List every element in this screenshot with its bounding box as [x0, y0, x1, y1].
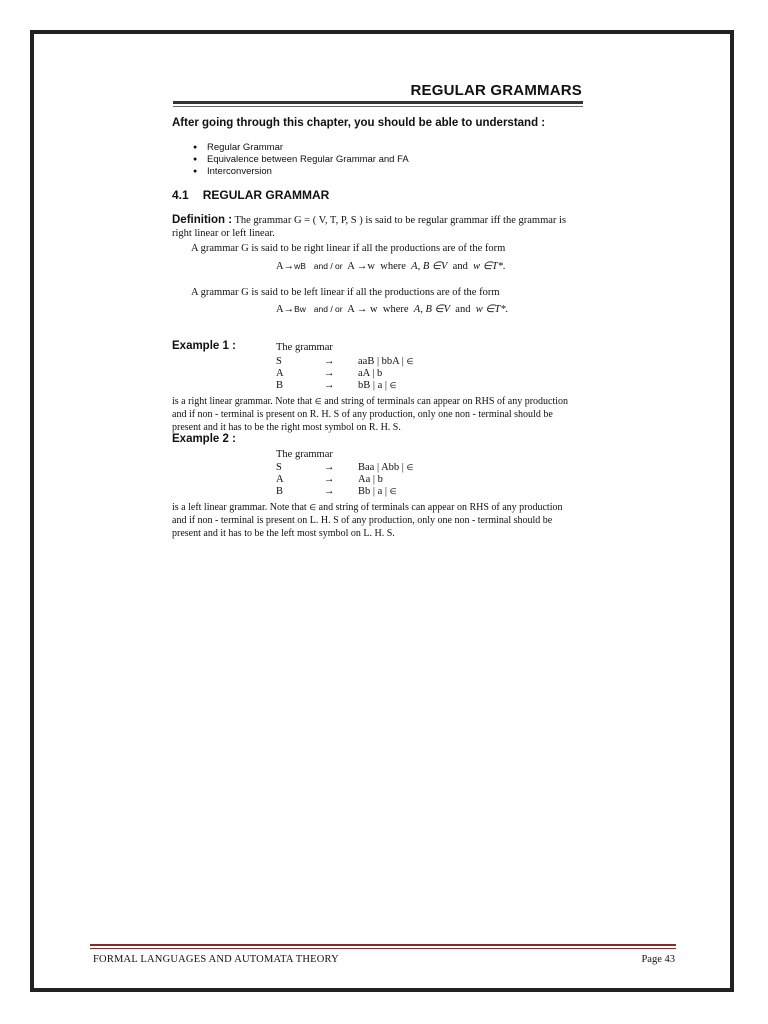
example2-grammar	[276, 462, 426, 498]
right-linear-formula: A→wB and / or A →w where A, B ∈V and w ∈T*.	[276, 261, 506, 272]
production-row: S → Baa | Abb | ∈	[276, 462, 414, 473]
title-rule-thin	[173, 106, 583, 107]
example1-heading: The grammar	[276, 342, 333, 353]
objectives-list	[193, 142, 409, 178]
left-linear-text: A grammar G is said to be left linear if all the productions are of the form	[191, 287, 500, 298]
right-linear-text: A grammar G is said to be right linear if all the productions are of the form	[191, 243, 506, 254]
example1-grammar	[276, 356, 426, 392]
example2-note-2: and if non - terminal is present on L. H. S of any production, only one non - terminal should be	[172, 515, 553, 526]
production-row: A → aA | b	[276, 368, 383, 379]
chapter-title: REGULAR GRAMMARS	[410, 82, 582, 99]
production-row: S → aaB | bbA | ∈	[276, 356, 414, 367]
footer-rule-thick	[90, 944, 676, 946]
footer-rule-thin	[90, 948, 676, 949]
page-number: Page 43	[641, 954, 675, 965]
example1-note-3: present and it has to be the right most symbol on R. H. S.	[172, 422, 401, 433]
left-linear-formula: A→Bw and / or A → w where A, B ∈V and w ∈T*.	[276, 304, 509, 315]
intro-text: After going through this chapter, you should be able to understand :	[172, 117, 546, 129]
example2-heading: The grammar	[276, 449, 333, 460]
section-number: 4.1	[172, 188, 189, 202]
definition-label: Definition :	[172, 214, 233, 226]
production-row: B → Bb | a | ∈	[276, 486, 397, 497]
production-row: A → Aa | b	[276, 474, 383, 485]
example1-note-1: is a right linear grammar. Note that ∈ and string of terminals can appear on RHS of any production	[172, 396, 569, 407]
list-item: ● Regular Grammar	[193, 142, 409, 154]
title-rule-thick	[173, 101, 583, 104]
definition-line-1: Definition : The grammar G = ( V, T, P, S ) is said to be regular grammar iff the grammar is	[172, 214, 567, 226]
example2-label: Example 2 :	[172, 433, 236, 445]
footer-title: FORMAL LANGUAGES AND AUTOMATA THEORY	[93, 954, 339, 965]
list-item: ● Equivalence between Regular Grammar and FA	[193, 154, 409, 166]
example1-label: Example 1 :	[172, 340, 236, 352]
definition-line-2: right linear or left linear.	[172, 228, 275, 239]
section-heading	[172, 188, 329, 202]
example1-note-2: and if non - terminal is present on R. H. S of any production, only one non - terminal should be	[172, 409, 553, 420]
production-row: B → bB | a | ∈	[276, 380, 397, 391]
example2-note-3: present and it has to be the left most symbol on L. H. S.	[172, 528, 395, 539]
example2-note-1: is a left linear grammar. Note that ∈ and string of terminals can appear on RHS of any production	[172, 502, 563, 513]
list-item: ● Interconversion	[193, 166, 409, 178]
section-title: REGULAR GRAMMAR	[202, 188, 330, 202]
